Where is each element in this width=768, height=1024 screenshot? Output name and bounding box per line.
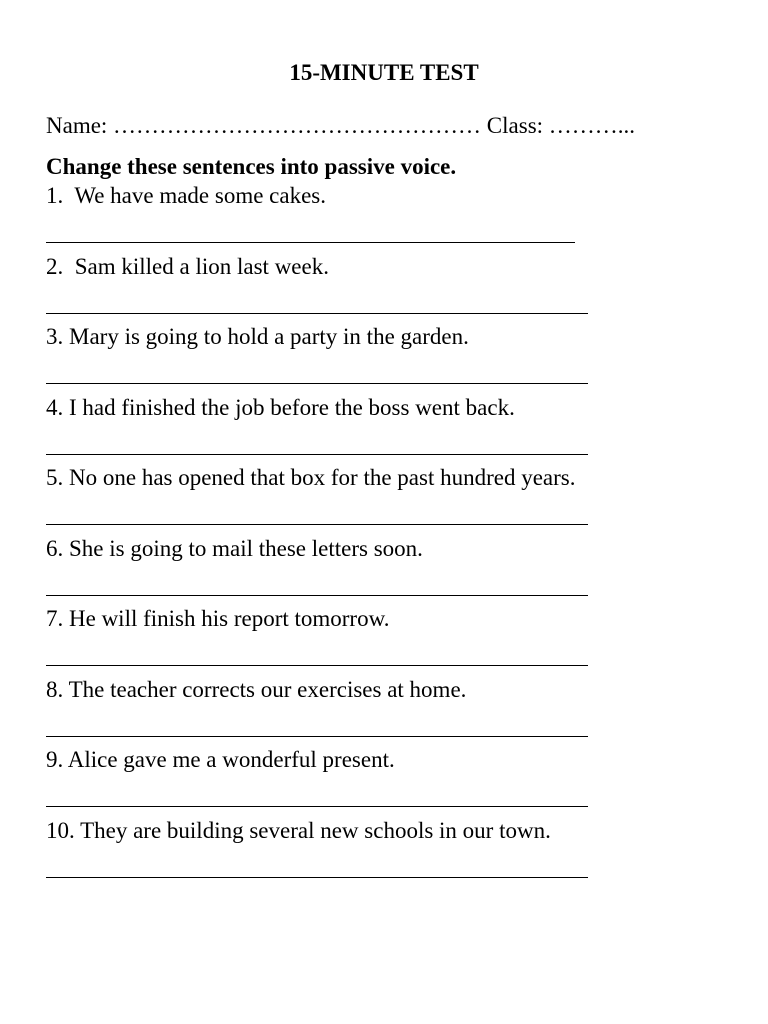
question-text: 6. She is going to mail these letters soon.	[46, 535, 423, 561]
answer-line[interactable]	[46, 806, 588, 807]
question-item-10	[46, 816, 746, 887]
answer-line[interactable]	[46, 454, 588, 455]
instruction-heading: Change these sentences into passive voice.	[46, 154, 457, 179]
question-text: 8. The teacher corrects our exercises at home.	[46, 676, 467, 702]
answer-line[interactable]	[46, 736, 588, 737]
question-text: 1. We have made some cakes.	[46, 183, 327, 208]
answer-line[interactable]	[46, 524, 588, 525]
question-item-7	[46, 604, 746, 675]
answer-line[interactable]	[46, 595, 588, 596]
question-item-5	[46, 463, 746, 534]
answer-line[interactable]	[46, 242, 575, 243]
page-title: 15-MINUTE TEST	[289, 60, 479, 85]
question-text: 3. Mary is going to hold a party in the garden.	[46, 324, 469, 349]
answer-line[interactable]	[46, 877, 588, 878]
question-item-1	[46, 181, 746, 252]
question-list	[46, 181, 746, 886]
question-item-4	[46, 393, 746, 464]
answer-line[interactable]	[46, 383, 588, 384]
question-item-2	[46, 252, 746, 323]
question-text: 7. He will finish his report tomorrow.	[46, 606, 390, 631]
name-class-line: Name: ………………………………………… Class: ………...	[46, 113, 636, 138]
question-item-6	[46, 534, 746, 605]
answer-line[interactable]	[46, 313, 588, 314]
question-text: 9. Alice gave me a wonderful present.	[46, 747, 395, 772]
question-text: 5. No one has opened that box for the past hundred years.	[46, 465, 576, 490]
question-text: 10. They are building several new schools in our town.	[46, 817, 551, 843]
question-item-8	[46, 675, 746, 746]
question-text: 4. I had finished the job before the boss went back.	[46, 394, 515, 420]
question-text: 2. Sam killed a lion last week.	[46, 253, 329, 279]
question-item-3	[46, 322, 746, 393]
answer-line[interactable]	[46, 665, 588, 666]
question-item-9	[46, 745, 746, 816]
